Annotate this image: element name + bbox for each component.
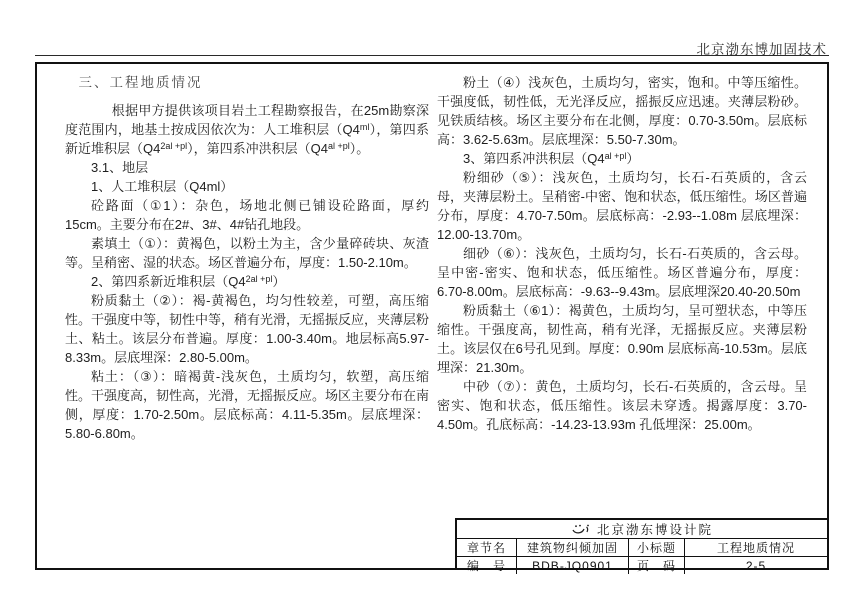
design-institute-logo-icon (571, 523, 591, 536)
chapter-label: 章节名 (457, 539, 517, 556)
number-label: 编 号 (457, 557, 517, 574)
title-block-table (455, 518, 829, 573)
chapter-value: 建筑物纠倾加固 (517, 539, 629, 556)
para-concrete-pavement: 砼路面（①1）：杂色，场地北侧已铺设砼路面，厚约15cm。主要分布在2#、3#、4#钻孔地段。 (65, 198, 429, 232)
title-block-row-chapter (457, 539, 827, 557)
page-label: 页 码 (629, 557, 685, 574)
page-header-company: 北京渤东博加固技术 (696, 42, 827, 57)
para-silt-4: 粉土（④）浅灰色，土质均匀，密实，饱和。中等压缩性。干强度低，韧性低，无光泽反应，摇振反应迅速。夹薄层粉砂。见铁质结核。场区主要分布在北侧，厚度：0.70-3.50m。层底标高：3.62-5.63m。层底埋深：5.50-7.30m。 (437, 75, 807, 147)
para-medium-sand-7: 中砂（⑦）：黄色，土质均匀，长石-石英质的，含云母。呈密实、饱和状态，低压缩性。该层未穿透。揭露厚度：3.70-4.50m。孔底标高：-14.23-13.93m 孔低埋深：25.00m。 (437, 379, 807, 432)
para-clay-3: 粘土：（③）：暗褐黄-浅灰色，土质均匀，软塑，高压缩性。干强度高，韧性高，光滑，无摇振反应。场区主要分布在南侧，厚度：1.70-2.50m。层底标高：4.11-5.35m。层底埋深：5.80-6.80m。 (65, 369, 430, 441)
page-frame (35, 62, 829, 570)
para-alluvial-heading: 3、第四系冲洪积层$(Q4^{al +pl})$ (463, 151, 640, 166)
title-block-header (457, 520, 827, 539)
page-value: 2-5 (745, 558, 767, 573)
title-block-row-number (457, 557, 827, 574)
para-silty-clay-61: 粉质黏土（⑥1）：褐黄色，土质均匀，呈可塑状态，中等压缩性。干强度高，韧性高，稍有光泽，无摇振反应。夹薄层粉土。该层仅在6号孔见到。厚度：0.90m 层底标高-10.53m。层底埋深：21.30m。 (437, 303, 807, 375)
para-plain-fill: 素填土（①）：黄褐色，以粉土为主，含少量碎砖块、灰渣等。呈稍密、湿的状态。场区普遍分布，厚度：1.50-2.10m。 (65, 236, 429, 270)
para-silty-clay-2: 粉质黏土（②）：褐-黄褐色，均匀性较差，可塑，高压缩性。干强度中等，韧性中等，稍有光滑，无摇振反应，夹薄层粉土、粘土。该层分布普遍。厚度：1.00-3.40m。地层标高5.97-8.33m。层底埋深：2.80-5.00m。 (65, 293, 430, 365)
para-fine-sand-6: 细砂（⑥）：浅灰色，土质均匀，长石-石英质的，含云母。呈中密-密实、饱和状态，低压缩性。场区普遍分布，厚度：6.70-8.00m。层底标高：-9.63--9.43m。层底埋深20.40-20.50m (437, 246, 807, 299)
subtitle-value: 工程地质情况 (716, 541, 795, 555)
para-artificial-fill-heading: 1、人工堆积层（Q4ml） (91, 179, 234, 194)
para-stratum-heading: 3.1、地层 (91, 160, 149, 175)
design-institute-name: 北京渤东博设计院 (596, 523, 713, 537)
section-title: 三、工程地质情况 (78, 75, 203, 90)
right-column (437, 73, 807, 434)
number-value: BDB-JQ0901 (517, 557, 629, 574)
left-column (65, 73, 429, 443)
subtitle-label: 小标题 (629, 539, 685, 556)
header-rule (35, 55, 829, 56)
para-overview: 根据甲方提供该项目岩土工程勘察报告，在25m勘察深度范围内，地基土按成因依次为：人工堆积层$(Q4^{ml})$，第四系新近堆积层$(Q4^{2al +pl})$，第四系冲洪积层$(Q4^{al +pl})$。 (65, 103, 429, 156)
para-fine-silty-sand-5: 粉细砂（⑤）：浅灰色，土质均匀，长石-石英质的，含云母，夹薄层粉土。呈稍密-中密、饱和状态，低压缩性。场区普遍分布，厚度：4.70-7.50m。层底标高：-2.93--1.08m 层底埋深：12.00-13.70m。 (437, 170, 807, 242)
para-recent-deposit-heading: 2、第四系新近堆积层$(Q4^{2al +pl})$ (91, 274, 286, 289)
